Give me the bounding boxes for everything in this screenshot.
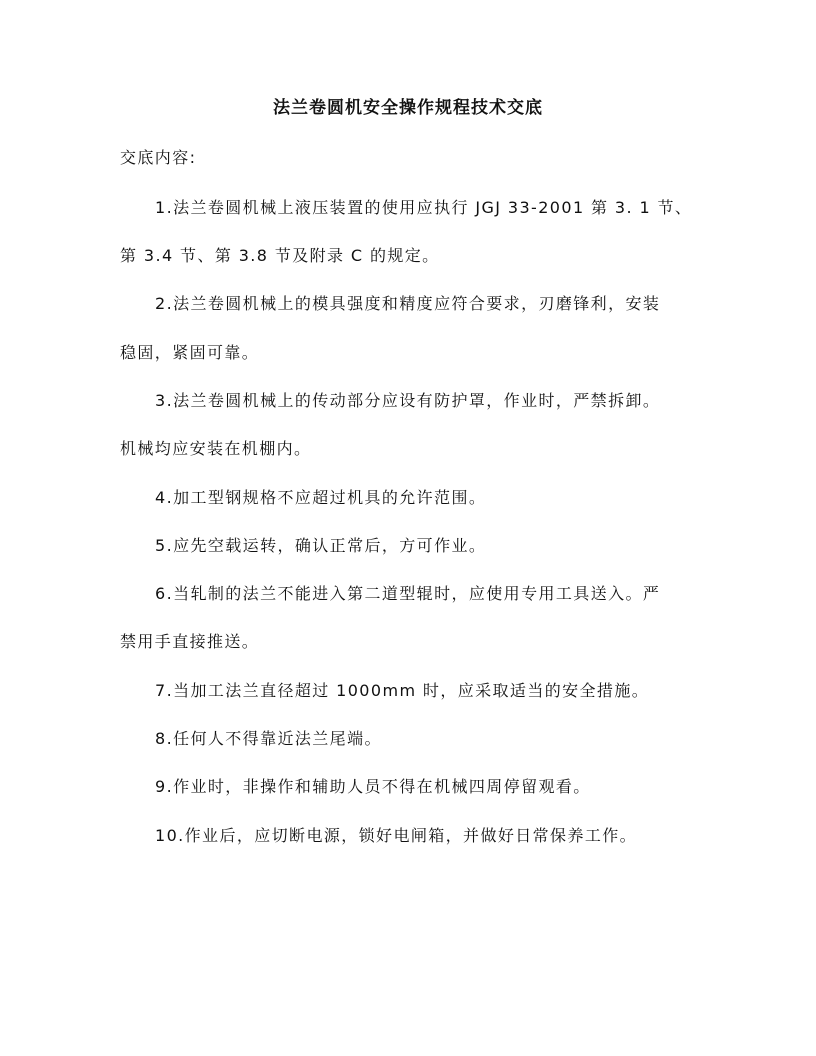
item-8: 8.任何人不得靠近法兰尾端。 (155, 729, 382, 748)
item-4: 4.加工型钢规格不应超过机具的允许范围。 (155, 488, 487, 507)
item-5: 5.应先空载运转，确认正常后，方可作业。 (155, 536, 487, 555)
item-6-line-2: 禁用手直接推送。 (120, 632, 260, 651)
item-6-line-1: 6.当轧制的法兰不能进入第二道型辊时，应使用专用工具送入。严 (155, 584, 661, 603)
intro-label: 交底内容: (120, 148, 197, 167)
item-3-line-1: 3.法兰卷圆机械上的传动部分应设有防护罩，作业时，严禁拆卸。 (155, 391, 661, 410)
item-3-line-2: 机械均应安装在机棚内。 (120, 439, 312, 458)
document-title: 法兰卷圆机安全操作规程技术交底 (273, 98, 543, 118)
item-1-line-2: 第 3.4 节、第 3.8 节及附录 C 的规定。 (120, 246, 440, 265)
item-1-line-1: 1.法兰卷圆机械上液压装置的使用应执行 JGJ 33-2001 第 3. 1 节、 (155, 198, 693, 217)
item-2-line-1: 2.法兰卷圆机械上的模具强度和精度应符合要求，刃磨锋利，安装 (155, 294, 661, 313)
item-7: 7.当加工法兰直径超过 1000mm 时，应采取适当的安全措施。 (155, 681, 650, 700)
item-2-line-2: 稳固，紧固可靠。 (120, 343, 260, 362)
item-9: 9.作业时，非操作和辅助人员不得在机械四周停留观看。 (155, 777, 591, 796)
item-10: 10.作业后，应切断电源，锁好电闸箱，并做好日常保养工作。 (155, 826, 638, 845)
